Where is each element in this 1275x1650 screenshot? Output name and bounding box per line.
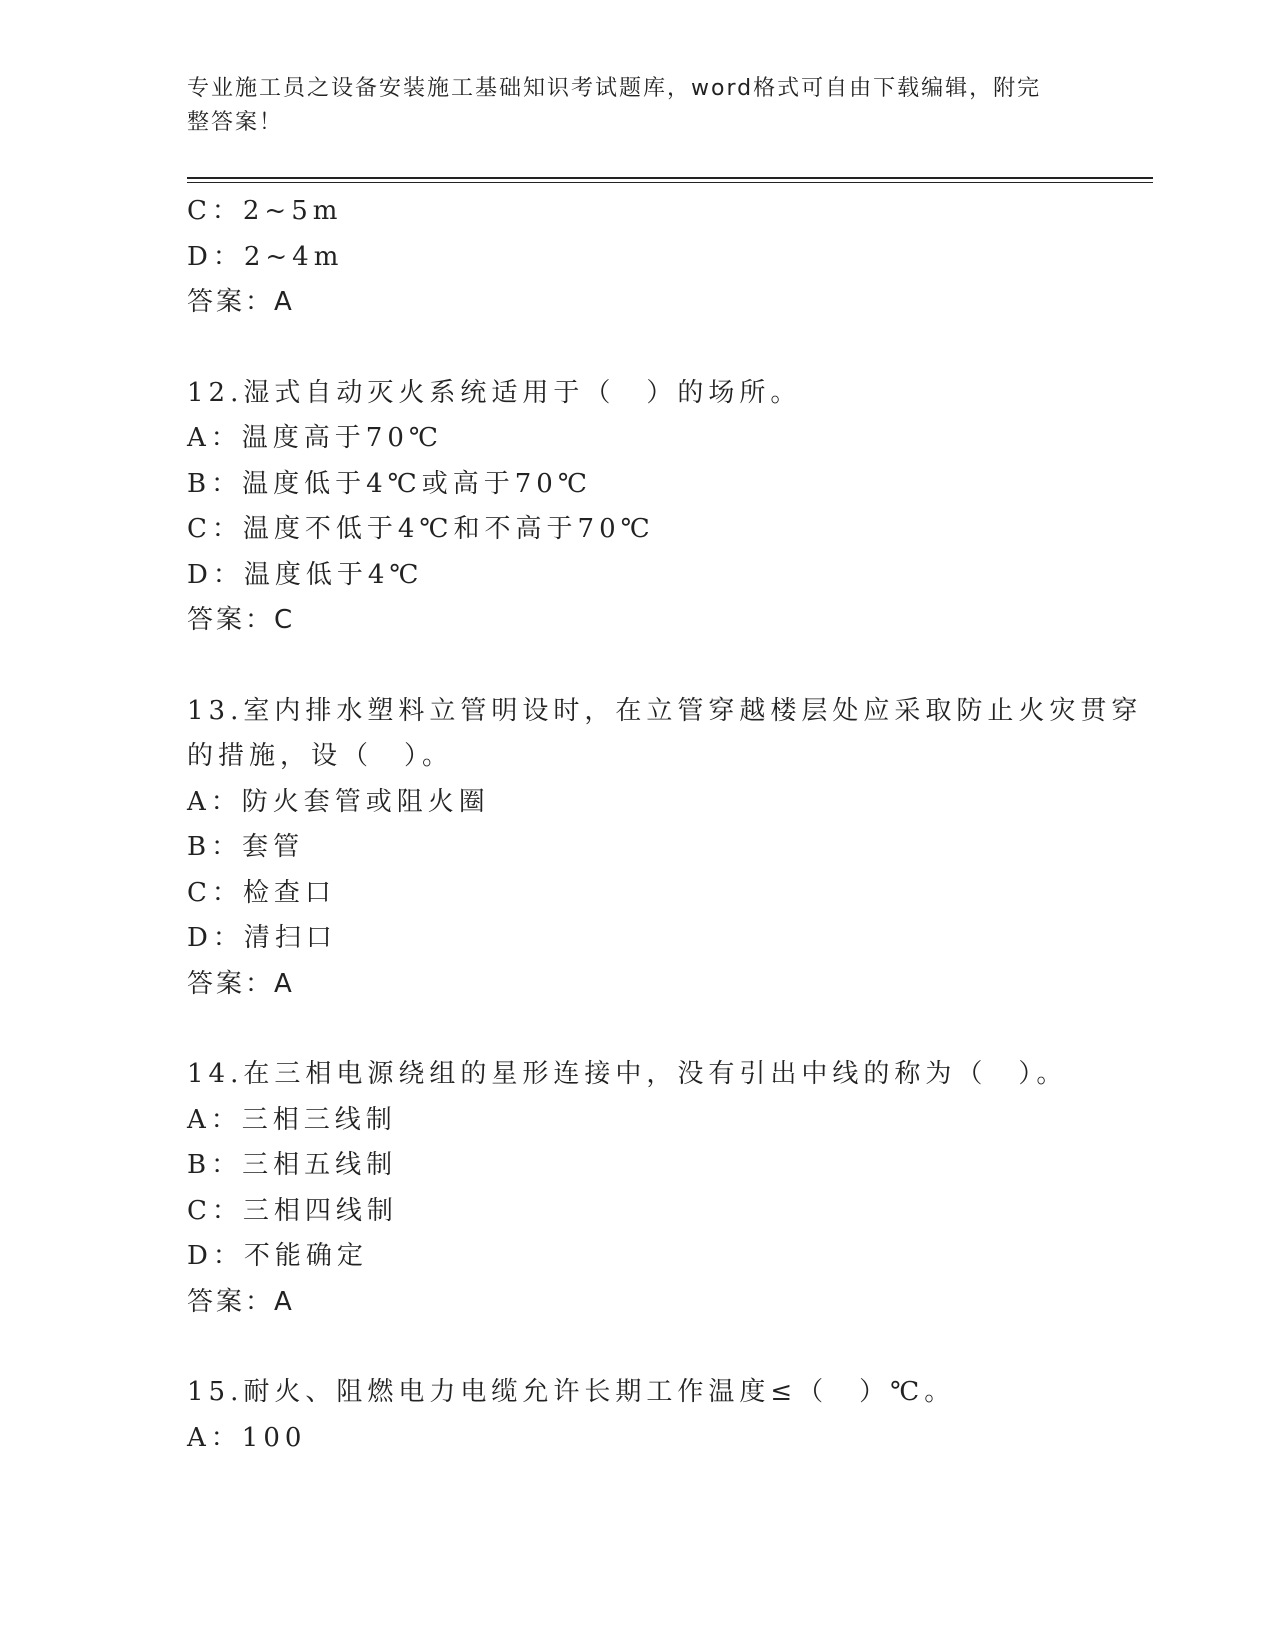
- question-stem: 15.耐火、阻燃电力电缆允许长期工作温度≤（ ）℃。: [187, 1377, 956, 1407]
- option-d: D：清扫口: [187, 923, 337, 953]
- option-c: C：检查口: [187, 877, 336, 908]
- question-stem: 13.室内排水塑料立管明设时，在立管穿越楼层处应采取防止火灾贯穿: [187, 695, 1143, 726]
- header-title-line-2: 整答案！: [187, 110, 284, 135]
- previous-question-tail: [187, 189, 1087, 326]
- question-12: [187, 371, 1087, 644]
- answer-line: 答案：A: [187, 1286, 295, 1317]
- option-a: A：温度高于70℃: [187, 423, 443, 453]
- option-c: C：2~5m: [187, 196, 343, 226]
- question-content: [187, 189, 1143, 1461]
- answer-line: 答案：C: [187, 605, 296, 635]
- option-d: D：温度低于4℃: [187, 559, 424, 590]
- header-title-line-1: 专业施工员之设备安装施工基础知识考试题库，word格式可自由下载编辑，附完: [187, 76, 1042, 101]
- question-stem-continued: 的措施，设（ ）。: [187, 741, 454, 771]
- spacer: [187, 1325, 1087, 1370]
- option-a: A：防火套管或阻火圈: [187, 786, 490, 817]
- option-a: A：100: [187, 1422, 307, 1453]
- option-c: C：温度不低于4℃和不高于70℃: [187, 514, 655, 544]
- question-stem: 12.湿式自动灭火系统适用于（ ）的场所。: [187, 377, 802, 408]
- option-b: B：温度低于4℃或高于70℃: [187, 468, 592, 499]
- header-divider-thin: [187, 182, 1153, 183]
- header-divider-thick: [187, 177, 1153, 179]
- option-d: D：2~4m: [187, 241, 344, 272]
- question-13: [187, 689, 1143, 1008]
- question-15: [187, 1370, 1087, 1461]
- spacer: [187, 644, 1087, 689]
- answer-line: 答案：A: [187, 968, 295, 999]
- option-d: D：不能确定: [187, 1241, 368, 1271]
- question-stem: 14.在三相电源绕组的星形连接中，没有引出中线的称为（ ）。: [187, 1059, 1068, 1089]
- option-b: B：套管: [187, 832, 305, 862]
- option-a: A：三相三线制: [187, 1104, 397, 1135]
- spacer: [187, 1007, 1087, 1052]
- option-c: C：三相四线制: [187, 1195, 398, 1226]
- question-14: [187, 1052, 1087, 1325]
- answer-line: 答案：A: [187, 287, 295, 317]
- document-header: [187, 72, 1067, 140]
- spacer: [187, 326, 1087, 371]
- option-b: B：三相五线制: [187, 1150, 398, 1180]
